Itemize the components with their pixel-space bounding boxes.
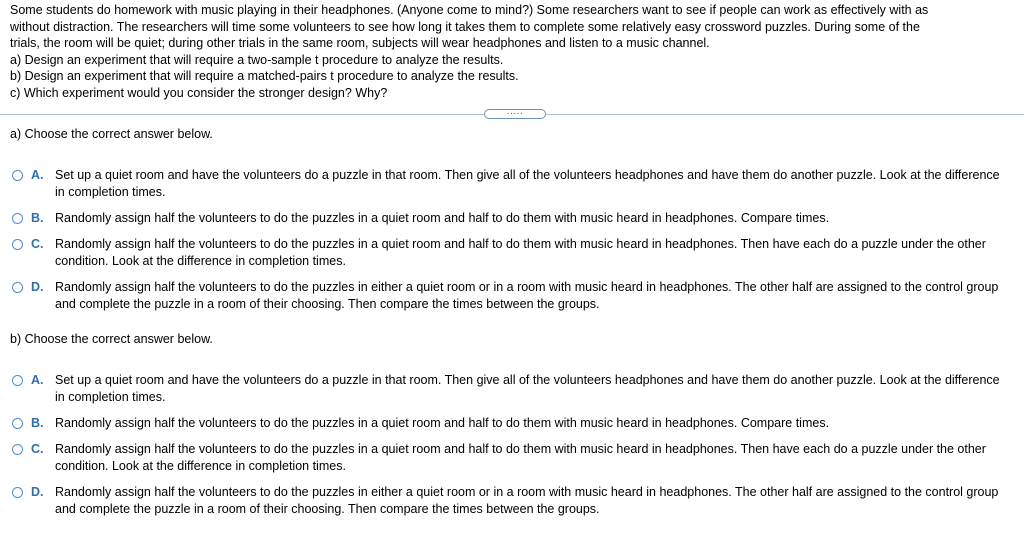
option-letter: D. [31,485,44,499]
option-a-A[interactable] [12,167,1012,201]
option-a-D[interactable] [12,279,1012,313]
option-text: Randomly assign half the volunteers to do the puzzles in either a quiet room or in a room with music heard in headphones. The other half are assigned to the control group and complete the puzzle in a room of their choosing. Then compare the times between the groups. [55,280,999,311]
problem-part-b: b) Design an experiment that will require a matched-pairs t procedure to analyze the results. [10,69,519,84]
radio-button[interactable] [12,444,23,455]
option-letter: C. [31,237,44,251]
radio-button[interactable] [12,487,23,498]
problem-line: trials, the room will be quiet; during other trials in the same room, subjects will wear headphones and listen to a music channel. [10,36,710,51]
radio-button[interactable] [12,239,23,250]
problem-part-a: a) Design an experiment that will require a two-sample t procedure to analyze the results. [10,52,504,67]
radio-button[interactable] [12,170,23,181]
option-b-A[interactable] [12,372,1012,406]
problem-part-c: c) Which experiment would you consider the stronger design? Why? [10,85,388,100]
option-b-C[interactable] [12,441,1012,475]
option-letter: A. [31,168,44,182]
option-text: Randomly assign half the volunteers to do the puzzles in either a quiet room or in a room with music heard in headphones. The other half are assigned to the control group and complete the puzzle in a room of their choosing. Then compare the times between the groups. [55,485,999,516]
expand-button[interactable] [484,109,546,119]
radio-button[interactable] [12,213,23,224]
problem-line: Some students do homework with music playing in their headphones. (Anyone come to mind?) Some researchers want to see if people can work as effectively with as [10,3,929,17]
question-prompt-a: a) Choose the correct answer below. [10,127,213,141]
option-letter: D. [31,280,44,294]
ellipsis-icon: ..... [506,107,524,117]
option-letter: C. [31,442,44,456]
option-letter: B. [31,416,44,430]
radio-button[interactable] [12,418,23,429]
option-b-D[interactable] [12,484,1012,518]
option-text: Randomly assign half the volunteers to do the puzzles in a quiet room and half to do them with music heard in headphones. Then have each do a puzzle under the other condition. Look at the difference in completion times. [55,442,986,473]
option-text: Randomly assign half the volunteers to do the puzzles in a quiet room and half to do them with music heard in headphones. Then have each do a puzzle under the other condition. Look at the difference in completion times. [55,237,986,268]
radio-button[interactable] [12,375,23,386]
option-text: Set up a quiet room and have the volunteers do a puzzle in that room. Then give all of the volunteers headphones and have them do another puzzle. Look at the difference in completion times. [55,168,1000,199]
question-prompt-b: b) Choose the correct answer below. [10,332,213,346]
option-a-C[interactable] [12,236,1012,270]
option-letter: B. [31,211,44,225]
radio-button[interactable] [12,282,23,293]
option-letter: A. [31,373,44,387]
option-a-B[interactable] [12,210,1012,227]
option-text: Randomly assign half the volunteers to do the puzzles in a quiet room and half to do them with music heard in headphones. Compare times. [55,211,830,225]
problem-statement [10,2,1018,102]
option-text: Set up a quiet room and have the volunteers do a puzzle in that room. Then give all of the volunteers headphones and have them do another puzzle. Look at the difference in completion times. [55,373,1000,404]
option-b-B[interactable] [12,415,1012,432]
problem-line: without distraction. The researchers will time some volunteers to see how long it takes them to complete some relatively easy crossword puzzles. During some of the [10,19,920,34]
option-text: Randomly assign half the volunteers to do the puzzles in a quiet room and half to do them with music heard in headphones. Compare times. [55,416,830,430]
